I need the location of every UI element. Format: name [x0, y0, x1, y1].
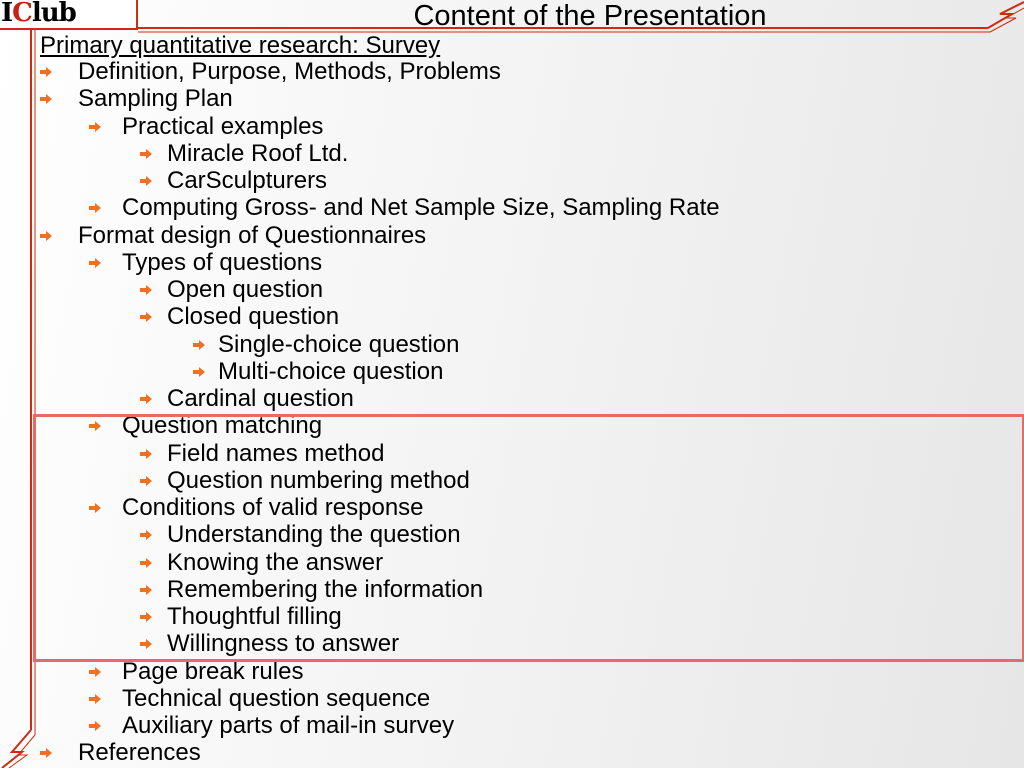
- arrow-right-icon: [193, 340, 205, 350]
- arrow-right-icon: [89, 667, 101, 677]
- arrow-right-icon: [140, 612, 152, 622]
- outline-item-text: Practical examples: [122, 112, 324, 140]
- outline-item-text: Cardinal question: [167, 385, 354, 412]
- arrow-right-icon: [140, 176, 152, 186]
- arrow-right-icon: [89, 258, 101, 268]
- arrow-right-icon: [89, 421, 101, 431]
- outline-item-text: CarSculpturers: [167, 167, 328, 194]
- outline-item-text: Types of questions: [122, 248, 323, 276]
- arrow-right-icon: [40, 94, 52, 104]
- arrow-right-icon: [140, 394, 152, 404]
- outline-item-text: Sampling Plan: [78, 85, 233, 113]
- arrow-right-icon: [140, 639, 152, 649]
- outline-item-text: Knowing the answer: [167, 548, 384, 576]
- outline-item-text: Thoughtful filling: [167, 603, 342, 630]
- outline-item-text: Conditions of valid response: [122, 494, 424, 521]
- outline-item-text: Question matching: [122, 412, 323, 440]
- arrow-right-icon: [140, 585, 152, 595]
- outline-item-text: References: [78, 739, 201, 767]
- arrow-right-icon: [89, 503, 101, 513]
- arrow-right-icon: [140, 449, 152, 459]
- arrow-right-icon: [140, 476, 152, 486]
- outline-item-text: Miracle Roof Ltd.: [167, 139, 349, 167]
- arrow-right-icon: [140, 149, 152, 159]
- outline-item-text: Willingness to answer: [167, 630, 400, 658]
- outline-item-text: Understanding the question: [167, 521, 461, 549]
- arrow-right-icon: [140, 530, 152, 540]
- outline-item-text: Open question: [167, 276, 324, 303]
- arrow-right-icon: [40, 67, 52, 77]
- outline-item-text: Field names method: [167, 439, 385, 467]
- iclub-logo: IClub: [0, 0, 138, 30]
- outline-item-text: Remembering the information: [167, 575, 484, 603]
- outline-item-text: Single-choice question: [218, 330, 460, 358]
- slide-subtitle: Primary quantitative research: Survey: [40, 32, 441, 59]
- outline-item-text: Question numbering method: [167, 466, 470, 494]
- outline-item-text: Multi-choice question: [218, 357, 444, 385]
- arrow-right-icon: [89, 203, 101, 213]
- slide-title: Content of the Presentation: [413, 0, 767, 32]
- outline-item-text: Technical question sequence: [122, 684, 431, 712]
- arrow-right-icon: [89, 694, 101, 704]
- arrow-right-icon: [40, 748, 52, 758]
- outline-item-text: Definition, Purpose, Methods, Problems: [78, 58, 501, 85]
- outline-item-text: Page break rules: [122, 657, 304, 685]
- arrow-right-icon: [140, 285, 152, 295]
- outline-item-text: Auxiliary parts of mail-in survey: [122, 712, 455, 739]
- outline-item-text: Format design of Questionnaires: [78, 221, 427, 249]
- arrow-right-icon: [40, 231, 52, 241]
- arrow-right-icon: [193, 367, 205, 377]
- arrow-right-icon: [89, 122, 101, 132]
- arrow-right-icon: [140, 558, 152, 568]
- arrow-right-icon: [140, 312, 152, 322]
- outline-item-text: Computing Gross- and Net Sample Size, Sampling Rate: [122, 194, 720, 222]
- arrow-right-icon: [89, 721, 101, 731]
- outline-item-text: Closed question: [167, 303, 340, 331]
